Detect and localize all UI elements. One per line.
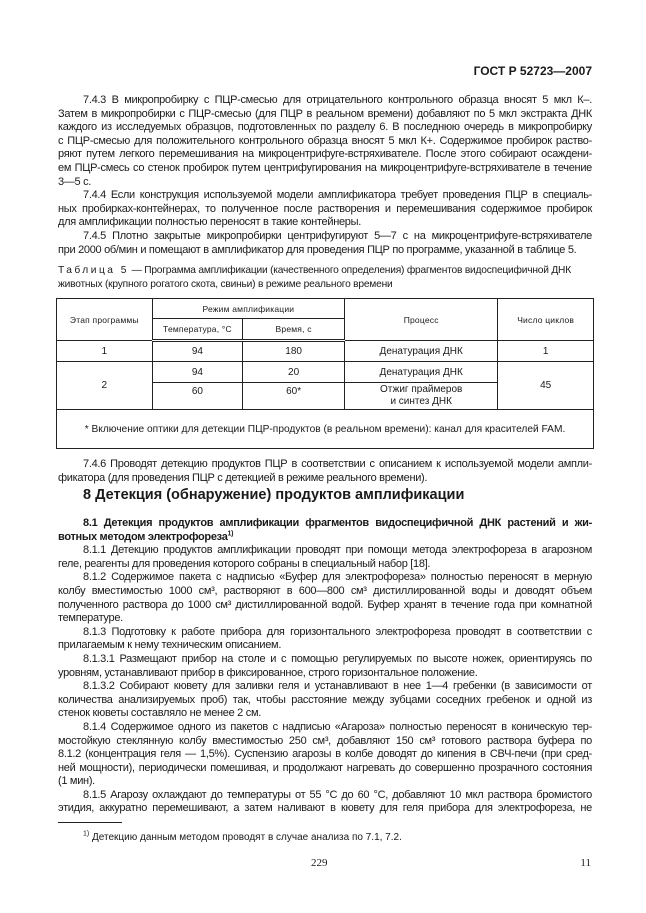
header-temperature: Температура, °С bbox=[152, 319, 243, 341]
paragraph-line: полученного раствора до 1000 см³ дистиллированной водой. Буфер хранят в течение года при комнатной bbox=[58, 598, 592, 611]
paragraph-line: ных пробирках-контейнерах, то полученное после растворения и перемешивания содержимое пробирок bbox=[58, 202, 592, 215]
footnote-marker: 1) bbox=[83, 830, 90, 838]
cell-temperature: 60 bbox=[152, 383, 243, 410]
paragraph-line: температуре. bbox=[58, 612, 123, 625]
section-8-1 bbox=[58, 517, 592, 816]
paragraph-line: 3—5 с. bbox=[58, 175, 92, 188]
line-text: вотных методом электрофореза bbox=[58, 530, 228, 543]
paragraph-line: (1 мин). bbox=[58, 775, 95, 788]
table-caption-line: — Программа амплификации (качественного определения) фрагментов видоспецифичной ДНК bbox=[128, 265, 571, 276]
section-7-4-6 bbox=[58, 458, 592, 485]
paragraph-line: 8.1.3.1 Размещают прибор на столе и с помощью регулируемых по высоте ножек, ориентируясь по bbox=[83, 652, 592, 665]
paragraph-line: прилагаемым к нему техническим описанием. bbox=[58, 639, 282, 652]
paragraph-line: 8.1.3 Подготовку к работе прибора для горизонтального электрофореза проводят в соответствии с bbox=[83, 625, 592, 638]
header-stage: Этап программы bbox=[57, 299, 153, 341]
paragraph-line: Затем в микропробирки с ПЦР-смесью (для ПЦР в реальном времени) добавляют по 5 мкл экстракта ДНК bbox=[58, 107, 592, 120]
process-line: и синтез ДНК bbox=[390, 396, 452, 407]
footnote-ref: 1) bbox=[227, 529, 234, 537]
paragraph-line: 8.1 Детекция продуктов амплификации фрагментов видоспецифичной ДНК растений и жи- bbox=[83, 517, 592, 529]
paragraph-line: колбу вместимостью 1000 см³, растворяют в 600—800 см³ дистиллированной воды и доводят объем bbox=[58, 584, 592, 597]
footnote bbox=[83, 832, 402, 843]
header-mode: Режим амплификации bbox=[152, 299, 344, 319]
paragraph-line: мостойкую стеклянную колбу вместимостью 250 см³, добавляют 150 см³ готового раствора буфера по bbox=[58, 734, 592, 747]
cell-process: Денатурация ДНК bbox=[345, 362, 498, 383]
table-row bbox=[57, 341, 594, 362]
cell-cycles: 1 bbox=[498, 341, 594, 362]
paragraph-line: с ПЦР-смесью для положительного контрольного образца вносят 5 мкл К+. Содержимое пробирок раство- bbox=[58, 134, 592, 147]
paragraph-line: количества анализируемых проб) так, чтобы расстояние между зубцами соседних гребенок и одной из bbox=[58, 693, 592, 706]
paragraph-line: ем ПЦР-смесь со стенок пробирок путем центрифугирования на микроцентрифуге-встряхивателе в течение bbox=[58, 161, 592, 174]
header-cycles: Число циклов bbox=[498, 299, 594, 341]
cell-time: 60* bbox=[243, 383, 345, 410]
page-number-right: 11 bbox=[580, 857, 591, 869]
paragraph-line: ряют путем легкого перемешивания на микроцентрифуге-встряхивателе. После этого собирают осаждени- bbox=[58, 148, 592, 161]
cell-temperature: 94 bbox=[152, 341, 243, 362]
table-row bbox=[57, 362, 594, 383]
paragraph-line: каждого из исследуемых образцов, подготовленных по разделу 6. В последнюю очередь в микропробирку bbox=[58, 121, 592, 134]
section-8-heading: 8 Детекция (обнаружение) продуктов амплификации bbox=[83, 487, 465, 503]
process-line: Отжиг праймеров bbox=[379, 384, 463, 395]
footnote-divider bbox=[58, 822, 122, 823]
amplification-program-table bbox=[56, 298, 594, 449]
paragraph-line: 8.1.5 Агарозу охлаждают до температуры от 55 °С до 60 °С, добавляют 10 мкл раствора бромистого bbox=[83, 788, 592, 801]
cell-process: Денатурация ДНК bbox=[345, 341, 498, 362]
table-caption bbox=[58, 264, 592, 291]
paragraph-line: стенок кюветы составляло не менее 2 см. bbox=[58, 707, 261, 720]
paragraph-line: 8.1.4 Содержимое одного из пакетов с надписью «Агароза» полностью переносят в коническую тер- bbox=[83, 720, 592, 733]
cell-cycles: 45 bbox=[498, 362, 594, 410]
table-label: Таблица 5 bbox=[58, 265, 129, 276]
paragraph-line: для амплификации полностью переносят в такие контейнеры. bbox=[58, 216, 361, 229]
paragraph-line: фикатора (для проведения ПЦР с детекцией в режиме реального времени). bbox=[58, 471, 428, 484]
table-footnote: * Включение оптики для детекции ПЦР-продуктов (в реальном времени): канал для красителей FAM. bbox=[57, 410, 594, 449]
paragraph-line: ней мощности), периодически помешивая, и продолжают нагревать до совершенно прозрачного состояния bbox=[58, 761, 592, 774]
footnote-text: Детекцию данным методом проводят в случае анализа по 7.1, 7.2. bbox=[89, 832, 402, 843]
section-7-4-3-to-7-4-5 bbox=[58, 94, 592, 257]
paragraph-line bbox=[58, 531, 592, 545]
paragraph-line: 7.4.5 Плотно закрытые микропробирки центрифугируют 5—7 с на микроцентрифуге-встряхивателе bbox=[83, 229, 592, 242]
table-caption-line: животных (крупного рогатого скота, свиньи) в режиме реального времени bbox=[58, 278, 393, 290]
header-time: Время, с bbox=[243, 319, 345, 341]
cell-stage: 2 bbox=[57, 362, 153, 410]
cell-stage: 1 bbox=[57, 341, 153, 362]
paragraph-line: 8.1.2 Содержимое пакета с надписью «Буфер для электрофореза» полностью переносят в мерную bbox=[83, 571, 592, 584]
paragraph-line: 7.4.6 Проводят детекцию продуктов ПЦР в соответствии с описанием к используемой модели ампли- bbox=[83, 458, 592, 470]
cell-process bbox=[345, 383, 498, 410]
paragraph-line: при 2000 об/мин и помещают в амплификатор для проведения ПЦР по программе, указанной в таблице 5. bbox=[58, 243, 577, 256]
paragraph-line: 7.4.4 Если конструкция используемой модели амплификатора требует проведения ПЦР в специаль- bbox=[83, 189, 592, 202]
paragraph-line: 8.1.1 Детекцию продуктов амплификации проводят при помощи метода электрофореза в агарозном bbox=[83, 544, 592, 557]
page-number-center: 229 bbox=[311, 857, 328, 869]
paragraph-line: этидия, аккуратно перемешивают, а затем наливают в кювету для геля прибора для электрофореза, не bbox=[58, 802, 592, 815]
cell-time: 180 bbox=[243, 341, 345, 362]
paragraph-line: 8.1.3.2 Собирают кювету для заливки геля и устанавливают в нее 1—4 гребенки (в зависимости от bbox=[83, 680, 592, 693]
paragraph-line: 8.1.2 (концентрация геля — 1,5%). Суспензию агарозы в колбе доводят до кипения в СВЧ-печи (при сред- bbox=[58, 748, 592, 761]
paragraph-line: геле, реагенты для проведения которого собраны в специальный набор [18]. bbox=[58, 557, 431, 570]
paragraph-line: 7.4.3 В микропробирку с ПЦР-смесью для отрицательного контрольного образца вносят 5 мкл К–. bbox=[83, 94, 592, 106]
cell-time: 20 bbox=[243, 362, 345, 383]
header-process: Процесс bbox=[345, 299, 498, 341]
paragraph-line: уровням, устанавливают прибор в фиксированное, строго горизонтальное положение. bbox=[58, 666, 478, 679]
cell-temperature: 94 bbox=[152, 362, 243, 383]
document-id: ГОСТ Р 52723—2007 bbox=[473, 64, 592, 78]
